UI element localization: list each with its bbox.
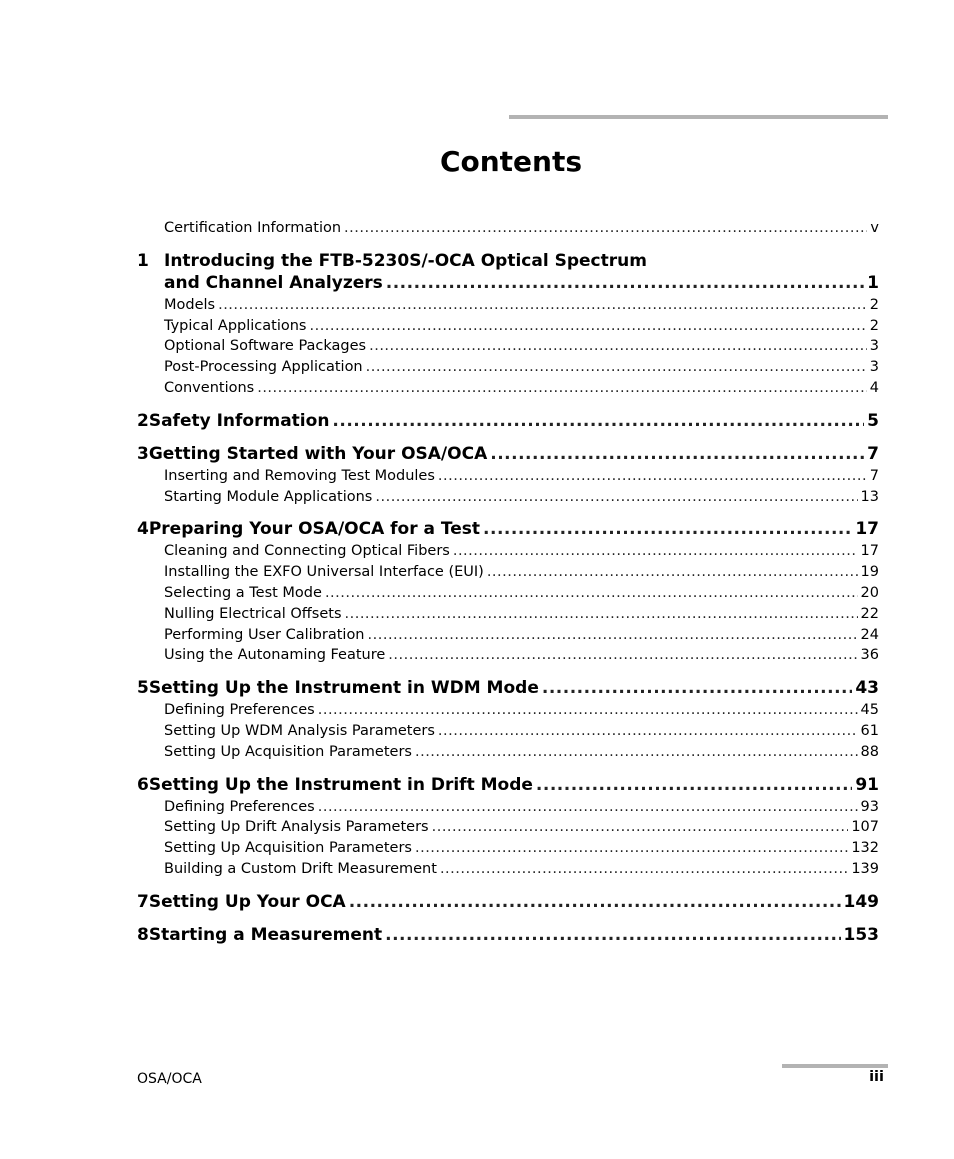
toc-entry[interactable] [137,859,879,880]
toc-entry-label: Selecting a Test Mode [164,584,322,601]
toc-entry-label: Nulling Electrical Offsets [164,605,342,622]
dot-leader [368,625,858,646]
chapter-entry [137,250,879,399]
dot-leader [375,487,857,508]
chapter-label: Setting Up the Instrument in Drift Mode [148,774,533,795]
dot-leader [385,924,840,946]
toc-entry[interactable] [137,562,879,583]
dot-leader [366,357,867,378]
toc-entry-page: 132 [851,840,879,857]
dot-leader [386,272,864,294]
chapter-number: 7 [137,891,149,912]
chapter-number: 8 [137,924,149,945]
toc-entry-label: Installing the EXFO Universal Interface (EUI) [164,564,484,581]
dot-leader [453,541,858,562]
toc-entry-label: Setting Up Acquisition Parameters [164,840,412,857]
toc-entry-page: 22 [860,605,879,622]
toc-entry-label: Performing User Calibration [164,626,365,643]
toc-entry[interactable] [137,797,879,818]
toc-entry-page: 36 [860,647,879,664]
section-list [137,700,879,762]
footer-product-name: OSA/OCA [137,1071,202,1087]
toc-entry[interactable] [137,742,879,763]
toc-entry-page: 2 [869,317,879,334]
chapter-title[interactable] [137,774,879,796]
toc-entry-label: Certification Information [164,220,342,236]
toc-entry-label: Post-Processing Application [164,359,363,376]
toc-entry-label: Setting Up Drift Analysis Parameters [164,819,429,836]
chapter-page: 7 [867,443,879,464]
dot-leader [349,891,841,913]
page-title: Contents [439,145,583,178]
chapter-title-line[interactable] [137,250,879,272]
dot-leader [309,316,866,337]
chapter-number: 6 [137,774,149,795]
toc-entry-page: 17 [860,543,879,560]
table-of-contents [137,218,879,946]
toc-entry[interactable] [137,541,879,562]
chapter-label: Setting Up Your OCA [148,891,346,912]
toc-entry-page: 107 [851,819,879,836]
chapter-label: Setting Up the Instrument in WDM Mode [148,678,539,699]
toc-entry[interactable] [137,466,879,487]
chapter-number: 4 [137,519,149,540]
chapter-label: Safety Information [148,410,330,431]
chapter-page: 1 [867,272,879,293]
toc-entry[interactable] [137,645,879,666]
chapter-title[interactable] [137,272,879,294]
dot-leader [332,410,864,432]
chapter-number: 1 [137,250,149,271]
toc-entry-front[interactable] [137,218,879,239]
chapter-entry [137,443,879,508]
toc-entry[interactable] [137,487,879,508]
footer-page-number: iii [869,1069,884,1085]
chapter-page: 17 [855,519,879,540]
toc-entry[interactable] [137,378,879,399]
toc-entry-page: 13 [860,488,879,505]
header-rule [509,115,888,119]
toc-entry-page: 93 [860,798,879,815]
toc-entry[interactable] [137,700,879,721]
dot-leader [440,859,848,880]
toc-entry[interactable] [137,583,879,604]
chapter-page: 149 [843,891,879,912]
toc-entry-label: Models [164,296,216,313]
dot-leader [415,838,848,859]
chapter-title[interactable] [137,518,879,540]
toc-entry-page: 139 [851,860,879,877]
section-list [137,797,879,880]
dot-leader [487,562,858,583]
toc-entry-label: Building a Custom Drift Measurement [164,860,437,877]
dot-leader [536,774,852,796]
chapter-label: Starting a Measurement [148,924,383,945]
toc-entry-page: 20 [860,584,879,601]
toc-entry-page: 3 [869,359,879,376]
chapter-label: and Channel Analyzers [164,272,383,293]
footer-rule [782,1064,888,1068]
chapter-title[interactable] [137,924,879,946]
toc-entry[interactable] [137,336,879,357]
toc-entry-label: Using the Autonaming Feature [164,647,386,664]
dot-leader [257,378,867,399]
toc-entry-page: 61 [860,722,879,739]
chapter-title[interactable] [137,410,879,432]
chapter-list [137,250,879,946]
chapter-entry [137,410,879,432]
chapter-title[interactable] [137,443,879,465]
toc-entry-label: Optional Software Packages [164,338,367,355]
toc-entry-label: Setting Up Acquisition Parameters [164,743,412,760]
chapter-title[interactable] [137,891,879,913]
toc-entry[interactable] [137,316,879,337]
chapter-entry [137,924,879,946]
toc-entry-page: 88 [860,743,879,760]
section-list [137,295,879,399]
toc-entry-label: Conventions [164,379,255,396]
toc-entry-label: Inserting and Removing Test Modules [164,467,435,484]
toc-entry-label: Typical Applications [164,317,307,334]
toc-entry-label: Cleaning and Connecting Optical Fibers [164,543,450,560]
chapter-number: 3 [137,443,149,464]
chapter-entry [137,774,879,880]
chapter-page: 153 [843,924,879,945]
dot-leader [415,742,858,763]
toc-entry-page: v [870,220,879,236]
toc-entry-page: 2 [869,296,879,313]
toc-entry[interactable] [137,357,879,378]
toc-entry-label: Defining Preferences [164,702,315,719]
dot-leader [344,218,867,239]
chapter-title-part: Introducing the FTB-5230S/-OCA Optical Spectrum [164,250,647,271]
section-list [137,541,879,666]
dot-leader [438,466,867,487]
chapter-page: 5 [867,410,879,431]
chapter-number: 5 [137,678,149,699]
chapter-number: 2 [137,410,149,431]
toc-entry[interactable] [137,838,879,859]
toc-entry[interactable] [137,604,879,625]
section-list [137,466,879,508]
dot-leader [318,700,858,721]
dot-leader [438,721,858,742]
chapter-page: 91 [855,774,879,795]
toc-entry[interactable] [137,721,879,742]
toc-entry-page: 45 [860,702,879,719]
dot-leader [318,797,858,818]
toc-entry-label: Starting Module Applications [164,488,373,505]
dot-leader [345,604,858,625]
toc-entry-label: Setting Up WDM Analysis Parameters [164,722,435,739]
chapter-entry [137,677,879,762]
toc-entry-page: 4 [869,379,879,396]
dot-leader [369,336,867,357]
dot-leader [490,443,864,465]
chapter-entry [137,891,879,913]
dot-leader [325,583,858,604]
toc-entry-label: Defining Preferences [164,798,315,815]
chapter-label: Preparing Your OSA/OCA for a Test [148,519,481,540]
chapter-page: 43 [855,678,879,699]
toc-entry[interactable] [137,625,879,646]
dot-leader [483,518,852,540]
toc-entry[interactable] [137,817,879,838]
toc-entry-page: 24 [860,626,879,643]
chapter-title[interactable] [137,677,879,699]
dot-leader [388,645,857,666]
dot-leader [542,677,852,699]
toc-entry-page: 19 [860,564,879,581]
dot-leader [218,295,867,316]
toc-entry[interactable] [137,295,879,316]
toc-entry-page: 3 [869,338,879,355]
dot-leader [432,817,849,838]
chapter-label: Getting Started with Your OSA/OCA [148,443,488,464]
chapter-entry [137,518,879,666]
toc-entry-page: 7 [869,467,879,484]
